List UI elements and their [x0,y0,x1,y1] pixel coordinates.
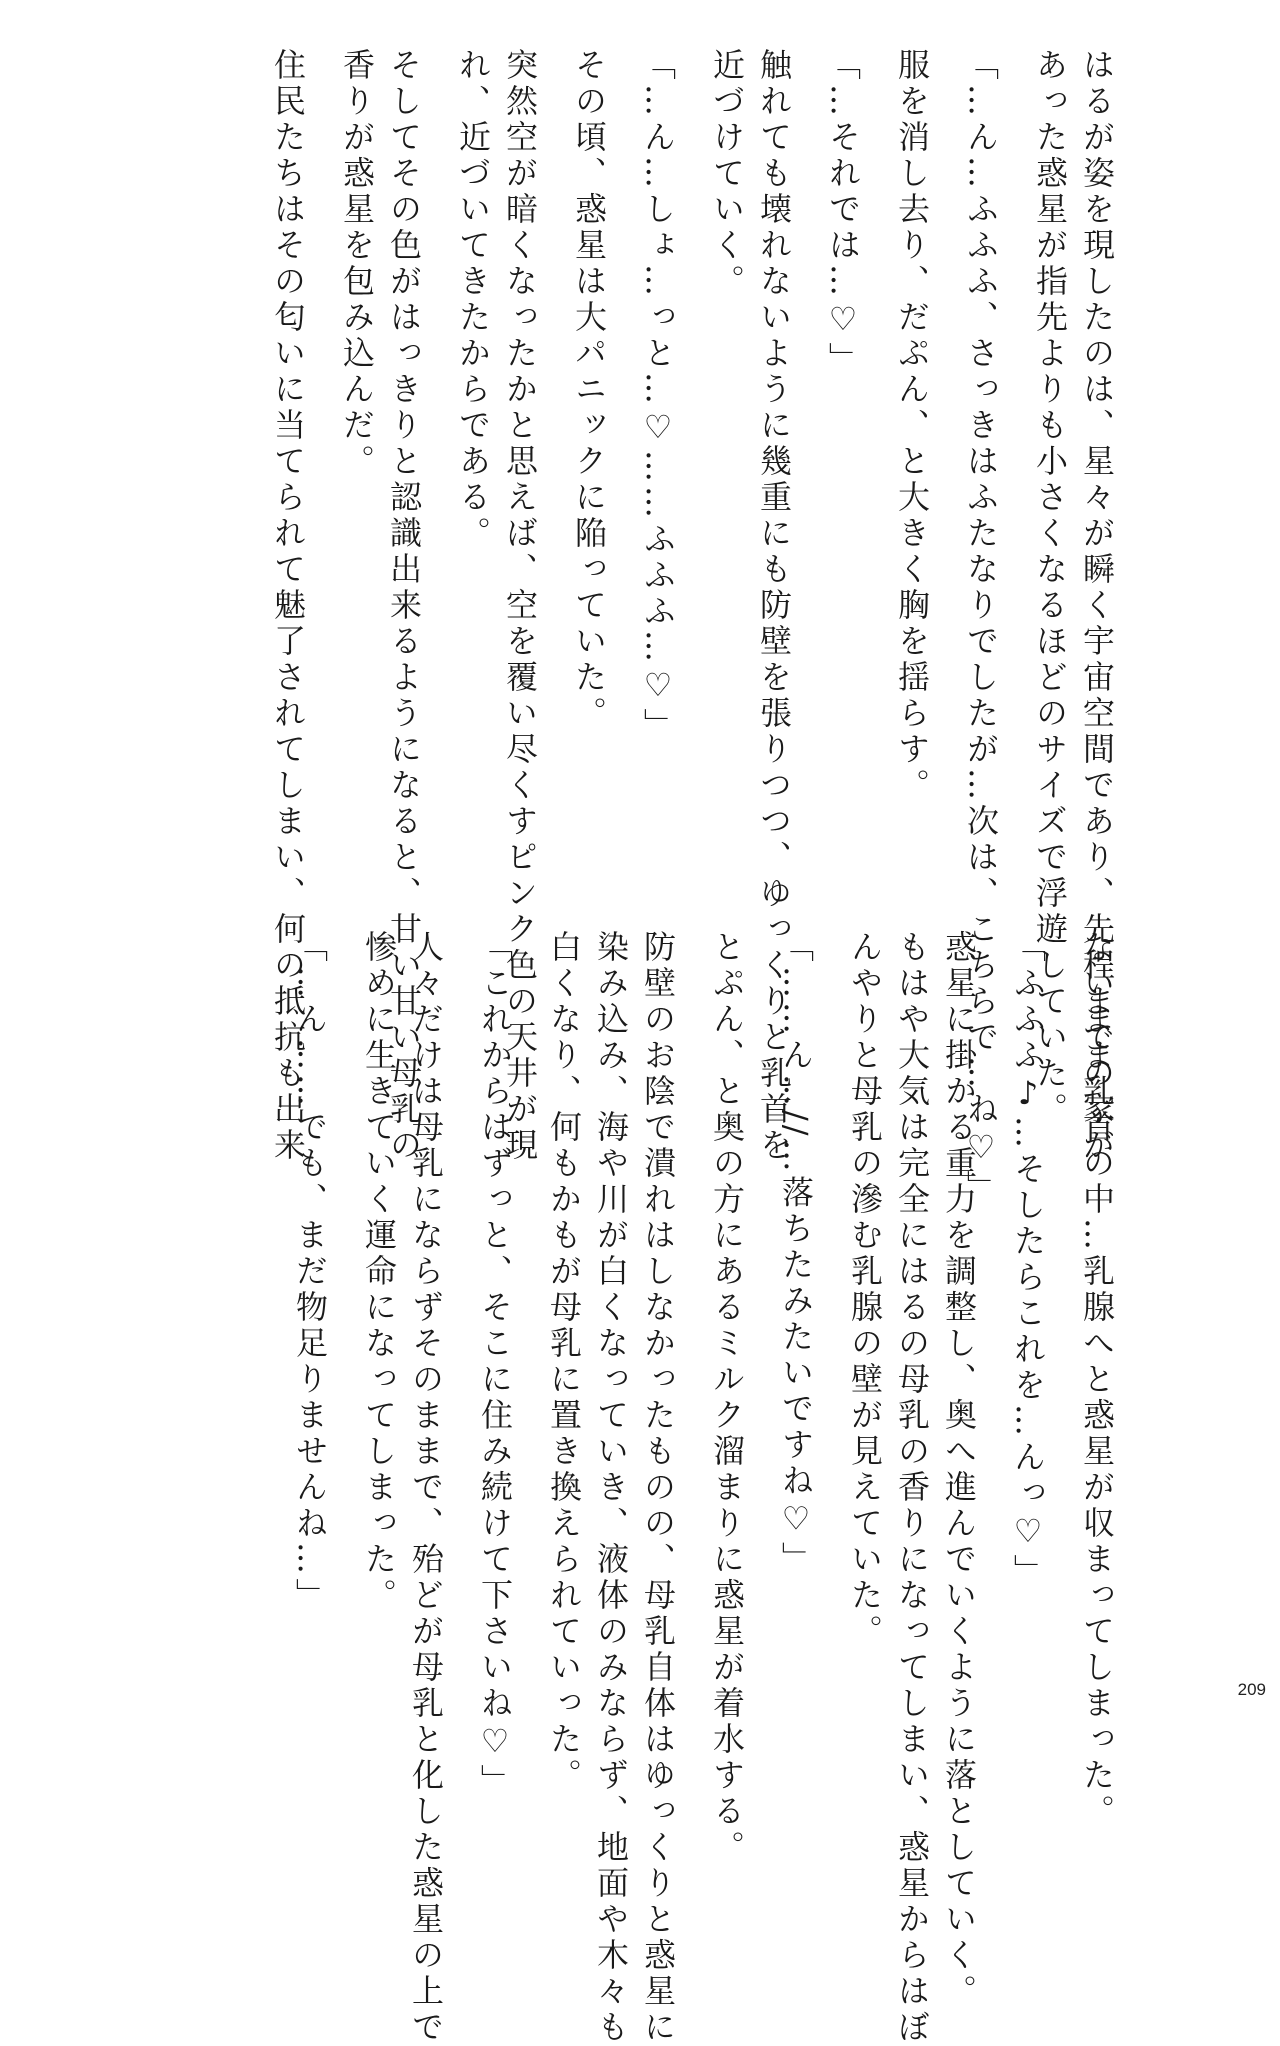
paragraph-gap [1004,48,1026,848]
paragraph-gap [982,930,1004,1750]
paragraph-gap [750,930,772,1750]
paragraph-gap [449,930,471,1750]
dialogue-line: 「…ん…ふふふ、さっきはふたなりでしたが…次は、こちらで…ね♡」 [962,48,1000,1206]
text-line: そしてその色がはっきりと認識出来るようになると、甘い甘い母乳の [385,48,423,1164]
text-line: はるが姿を現したのは、星々が瞬く宇宙空間であり、先程までの家が [1078,48,1116,1164]
paragraph-gap [427,48,449,848]
paragraph-gap [518,930,540,1750]
paragraph-gap [311,48,333,848]
upper-text-block [80,48,1120,1206]
text-line: 惑星に掛かる重力を調整し、奥へ進んでいくように落としていく。 [940,930,978,2010]
paragraph-gap [1051,930,1073,1750]
paragraph-gap [819,930,841,1750]
text-line: 住民たちはその匂いに当てられて魅了されてしまい、何の抵抗も出来 [269,48,307,1164]
paragraph-gap [797,48,819,848]
paragraph-gap [866,48,888,848]
text-line: 人々だけは母乳にならずそのままで、殆どが母乳と化した惑星の上で [407,930,445,2046]
text-line: 白くなり、何もかもが母乳に置き換えられていった。 [545,930,583,1794]
dialogue-line: 「…ん……でも、まだ物足りませんね…」 [291,930,329,1614]
text-line: 突然空が暗くなったかと思えば、空を覆い尽くすピンク色の天井が現 [501,48,539,1164]
text-line: 惨めに生きていく運命になってしまった。 [360,930,398,1614]
paragraph-gap [935,48,957,848]
text-line: 染み込み、海や川が白くなっていき、液体のみならず、地面や木々も [592,930,630,2046]
paragraph-gap [333,930,355,1750]
dialogue-line: 「……ん…//…落ちたみたいですね♡」 [777,930,815,1578]
text-line: れ、近づいてきたからである。 [454,48,492,552]
text-line: 防壁のお陰で潰れはしなかったものの、母乳自体はゆっくりと惑星に [639,930,677,2046]
text-line: 香りが惑星を包み込んだ。 [338,48,376,480]
text-line: んやりと母乳の滲む乳腺の壁が見えていた。 [846,930,884,1650]
text-line: 服を消し去り、だぷん、と大きく胸を揺らす。 [893,48,931,804]
paragraph-gap [612,48,634,848]
text-line: その頃、惑星は大パニックに陥っていた。 [570,48,608,732]
dialogue-line: 「…それでは…♡」 [824,48,862,378]
dialogue-line: 「ふふふ♪…そしたらこれを…んっ♡」 [1009,930,1047,1590]
paragraph-gap [681,48,703,848]
page-number: 209 [1237,1680,1266,1699]
text-line: 近づけていく。 [708,48,746,300]
text-line: あった惑星が指先よりも小さくなるほどのサイズで浮遊していた。 [1031,48,1069,1128]
dialogue-line: 「…ん…しょ…っと…♡……ふふふ…♡」 [639,48,677,744]
dialogue-line: 「これからはずっと、そこに住み続けて下さいね♡」 [476,930,514,1800]
lower-text-block [80,930,1120,2046]
paragraph-gap [543,48,565,848]
paragraph-gap [681,930,703,1750]
text-line: 触れても壊れないように幾重にも防壁を張りつつ、ゆっくりと乳首を [755,48,793,1164]
text-line: とぷん、と奥の方にあるミルク溜まりに惑星が着水する。 [708,930,746,1866]
text-line: もはや大気は完全にはるの母乳の香りになってしまい、惑星からはぼ [893,930,931,2046]
text-line: ないまま乳首の中…乳腺へと惑星が収まってしまった。 [1078,930,1116,1830]
